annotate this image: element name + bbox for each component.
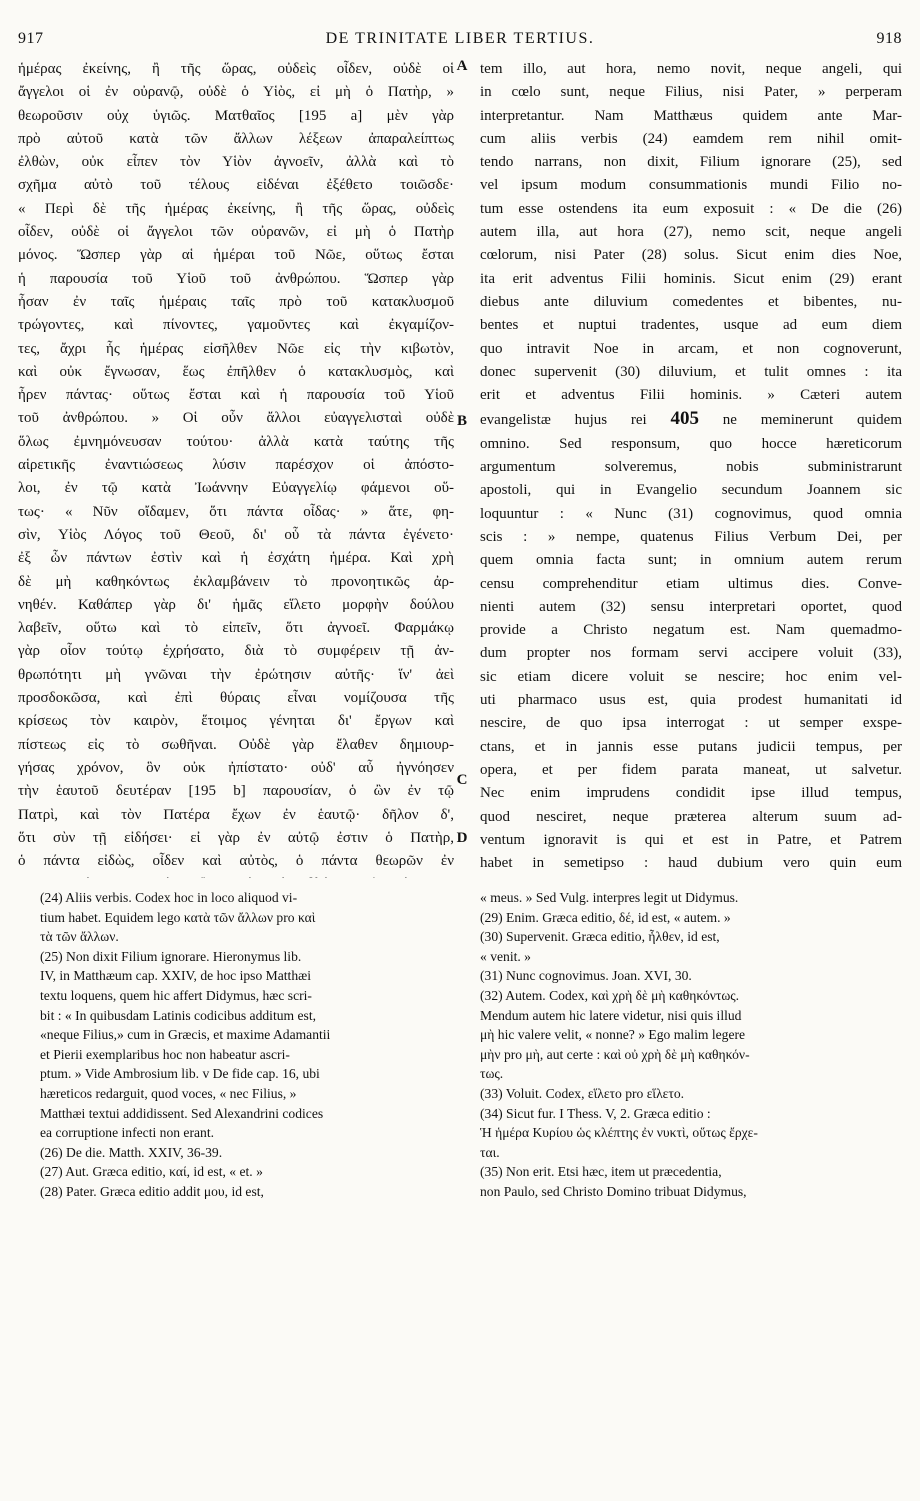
text-line: erit et adventus Filii hominis. » Cæteri autem <box>480 387 902 404</box>
text-line: evangelistæ hujus rei 405 ne meminerunt quidem <box>480 408 902 430</box>
text-line: λοι, ἐν τῷ κατὰ Ἰωάννην Εὐαγγελίῳ φάμενοι οὕ- <box>18 480 454 497</box>
footnote-line: ea corruptione infecti non erant. <box>40 1125 214 1141</box>
running-header <box>18 30 902 50</box>
latin-text-column <box>480 58 902 878</box>
text-line: αἱρετικῆς ἐναντιώσεως λύσιν παρέσχον οἱ ἀπόστο- <box>18 457 454 474</box>
text-line: scis : » nempe, quatenus Filius Verbum Dei, per <box>480 528 902 545</box>
text-line: donec supervenit (30) diluvium, et tulit omnes : ita <box>480 363 902 380</box>
page-number-right: 918 <box>876 30 902 47</box>
text-line: δὲ μὴ καθηκόντως ἐκλαμβάνειν τὸ προνοητικῶς ἀρ- <box>18 573 454 590</box>
text-line: bentes et nuptui tradentes, usque ad eum diem <box>480 317 902 334</box>
margin-letter-b: B <box>456 413 467 429</box>
page-number-left: 917 <box>18 30 44 47</box>
text-line: θρωπότητι μὴ γνῶναι τὴν ἐρώτησιν αὐτῆς· ἵν' ἀεὶ <box>18 666 454 683</box>
text-line: καὶ οὐκ ἔγνωσαν, ἕως ἐπῆλθεν ὁ κατακλυσμὸς, καὶ <box>18 363 454 380</box>
text-line: argumentum solveremus, nobis subministrarunt <box>480 459 902 476</box>
text-line: σὶν, Υἱὸς Λόγος τοῦ Θεοῦ, δι' οὗ τὰ πάντα ἐγένετο· <box>18 526 454 543</box>
footnote-line: (30) Supervenit. Græca editio, ἦλθεν, id est, <box>480 929 720 945</box>
footnote-line: « venit. » <box>480 948 531 964</box>
text-line: θεωροῦσιν οὐχ ὑγιῶς. Ματθαῖος [195 a] μὲν γὰρ <box>18 107 454 124</box>
text-line: ἦσαν ἐν ταῖς ἡμέραις ταῖς πρὸ τοῦ κατακλυσμοῦ <box>18 293 454 310</box>
text-line: opera, et per fidem parata maneat, ut salvetur. <box>480 761 902 778</box>
text-line: νηθέν. Καθάπερ γὰρ δι' ἡμᾶς εἵλετο μορφὴν δούλου <box>18 596 454 613</box>
margin-letter-a: A <box>456 58 468 74</box>
text-line: τως· « Νῦν οἴδαμεν, ὅτι πάντα οἶδας· » ἅτε, φη- <box>18 503 454 520</box>
text-line: τὴν ἑαυτοῦ δευτέραν [195 b] παρουσίαν, ὁ ὢν ἐν τῷ <box>18 783 454 800</box>
footnote-line: et Pierii exemplaribus hoc non habeatur ascri- <box>40 1046 290 1062</box>
footnote-line: « meus. » Sed Vulg. interpres legit ut Didymus. <box>480 890 739 905</box>
text-line <box>480 875 902 878</box>
footnote-line: (34) Sicut fur. I Thess. V, 2. Græca editio : <box>480 1105 711 1121</box>
footnote-line: «neque Filius,» cum in Græcis, et maxime Adamantii <box>40 1027 331 1043</box>
text-line: quo intravit Noe in arcam, et non cognoverunt, <box>480 340 902 357</box>
running-title: DE TRINITATE LIBER TERTIUS. <box>325 30 595 47</box>
footnotes-right <box>480 888 900 1488</box>
text-line: nescire, de quo ipsa interrogat : ut semper exspe- <box>480 715 902 732</box>
text-line: τες, ἄχρι ἧς ἡμέρας εἰσῆλθεν Νῶε εἰς τὴν κιβωτὸν, <box>18 340 454 357</box>
text-line: tem illo, aut hora, nemo novit, neque angeli, qui <box>480 61 902 77</box>
text-line: ἐξ ὧν πάντων ἐστὶν καὶ ἡ ἐσχάτη ἡμέρα. Καὶ χρὴ <box>18 550 454 567</box>
footnote-line: non Paulo, sed Christo Domino tribuat Didymus, <box>480 1183 747 1199</box>
text-line: λαβεῖν, οὕτω καὶ τὸ εἰπεῖν, ὅτι ἀγνοεῖ. Φαρμάκῳ <box>18 620 454 637</box>
footnote-line: (28) Pater. Græca editio addit μου, id est, <box>40 1183 264 1199</box>
text-line: ἐλθὼν, οὐκ εἶπεν τὸν Υἱὸν ἀγνοεῖν, ἀλλὰ καὶ τὸ <box>18 154 454 171</box>
text-line: sic etiam dicere voluit se nescire; hoc enim vel- <box>480 668 902 685</box>
footnote-line: bit : « In quibusdam Latinis codicibus additum est, <box>40 1007 316 1023</box>
text-line: Πατρὶ, καὶ τὸν Πατέρα ἔχων ἐν ἑαυτῷ· δῆλον δ', <box>18 806 454 823</box>
footnote-line: (26) De die. Matth. XXIV, 36-39. <box>40 1144 223 1160</box>
footnote-line: τως. <box>480 1066 504 1082</box>
text-line: πρὸ αὐτοῦ κατὰ τῶν ἄλλων λέξεων ἀπαραλείπτως <box>18 130 454 147</box>
text-line: apostoli, qui in Evangelio secundum Joannem sic <box>480 482 902 499</box>
footnote-line: μὴν pro μὴ, aut certe : καὶ οὐ χρὴ δὲ μὴ καθηκόν- <box>480 1046 750 1062</box>
footnote-line: Mendum autem hic latere videtur, nisi quis illud <box>480 1007 742 1023</box>
footnote-line: τὰ τῶν ἄλλων. <box>40 929 119 945</box>
text-line: κρίσεως τὸν καιρὸν, ἕτοιμος γένηται δι' ἔργων καὶ <box>18 713 454 730</box>
footnote-line: tium habet. Equidem lego κατὰ τῶν ἄλλων pro καὶ <box>40 909 316 925</box>
footnote-line: (31) Nunc cognovimus. Joan. XVI, 30. <box>480 968 692 984</box>
text-line: προσδοκῶσα, καὶ ἐπὶ θύραις εἶναι νομίζουσα τῆς <box>18 690 454 707</box>
footnotes-left <box>40 888 452 1488</box>
text-line: loquuntur : « Nunc (31) cognovimus, quod omnia <box>480 505 902 522</box>
text-line: quem omnia facta sunt; in omnium autem rerum <box>480 552 902 569</box>
text-line: nienti autem (32) sensu interpretari oportet, quod <box>480 598 902 615</box>
column-number: 405 <box>670 408 699 430</box>
text-line: diebus ante diluvium comedentes et bibentes, nu- <box>480 293 902 310</box>
text-line: πίστεως εἰς τὸ σωθῆναι. Οὐδὲ γὰρ ἔλαθεν δημιουρ- <box>18 736 454 753</box>
text-line: τοῦ ἀνθρώπου. » Οἱ οὖν ἄλλοι εὐαγγελισταὶ οὐδὲ <box>18 410 454 427</box>
text-line: omnino. Sed responsum, quo hocce hæreticorum <box>480 435 902 452</box>
text-line: in cœlo sunt, neque Filius, nisi Pater, » perperam <box>480 84 902 101</box>
text-line: ita erit adventus Filii hominis. Sicut enim (29) erant <box>480 270 902 287</box>
text-line: ἡμέρας ἐκείνης, ἢ τῆς ὥρας, οὐδεὶς οἶδεν, οὐδὲ οἱ <box>18 61 454 77</box>
text-line: ὁ πάντα εἰδὼς, οἶδεν καὶ αὐτὸς, ὁ πάντα θεωρῶν ἐν <box>18 853 454 870</box>
text-line: habet in semetipso : haud dubium vero quin eum <box>480 855 902 872</box>
footnote-line: (27) Aut. Græca editio, καί, id est, « et. » <box>40 1164 263 1180</box>
text-line: dum propter nos formam servi accipere voluit (33), <box>480 645 902 662</box>
margin-letter-c: C <box>456 772 468 788</box>
greek-text-column <box>18 58 454 878</box>
text-line: tum esse ostendens ita eum exposuit : « De die (26) <box>480 200 902 217</box>
text-line: censu comprehenditur etiam ultimus dies. Conve- <box>480 575 902 592</box>
footnote-line: Ἡ ἡμέρα Κυρίου ὡς κλέπτης ἐν νυκτὶ, οὕτως ἔρχε- <box>480 1125 758 1141</box>
text-line <box>18 873 454 878</box>
footnote-line: textu loquens, quem hic affert Didymus, hæc scri- <box>40 987 312 1003</box>
text-line: τρώγοντες, καὶ πίνοντες, γαμοῦντες καὶ ἐκγαμίζον- <box>18 317 454 334</box>
footnote-line: IV, in Matthæum cap. XXIV, de hoc ipso Matthæi <box>40 968 311 984</box>
footnote-line: (29) Enim. Græca editio, δέ, id est, « autem. » <box>480 909 731 925</box>
text-line: γήσας χρόνον, ὃν οὐκ ἠπίστατο· οὐδ' αὖ ἠγνόησεν <box>18 759 454 776</box>
text-line: uti pharmaco usus est, quia prodest humanitati id <box>480 692 902 709</box>
text-line: ὅλως ἐμνημόνευσαν τούτου· ἀλλὰ κατὰ ταύτης τῆς <box>18 433 454 450</box>
text-line: cum aliis verbis (24) eamdem rem nihil omit- <box>480 130 902 147</box>
text-line: quod nesciret, neque præterea alterum suum ad- <box>480 808 902 825</box>
text-line: ctans, et in jannis esse putans judicii tempus, per <box>480 738 902 755</box>
text-line: ventum ignoravit is qui et est in Patre, et Patrem <box>480 831 902 848</box>
text-line: σχῆμα αὐτὸ τοῦ τέλους εἰδέναι ἐξέθετο τοιῶσδε· <box>18 177 454 194</box>
footnote-line: hæreticos redarguit, quod voces, « nec Filius, » <box>40 1085 297 1101</box>
margin-letter-d: D <box>456 830 468 846</box>
text-line: vel ipsum modum consummationis mundi Filio no- <box>480 177 902 194</box>
text-line: οἶδεν, οὐδὲ οἱ ἄγγελοι τῶν οὐρανῶν, εἰ μὴ ὁ Πατὴρ <box>18 224 454 241</box>
footnote-line: (24) Aliis verbis. Codex hoc in loco aliquod vi- <box>40 890 298 905</box>
text-line: ἡ παρουσία τοῦ Υἱοῦ τοῦ ἀνθρώπου. Ὥσπερ γὰρ <box>18 270 454 287</box>
text-line: Nec enim imprudens condidit ipse illud tempus, <box>480 785 902 802</box>
text-line: « Περὶ δὲ τῆς ἡμέρας ἐκείνης, ἢ τῆς ὥρας, οὐδεὶς <box>18 200 454 217</box>
text-line: provide a Christo negatum est. Nam quemadmo- <box>480 622 902 639</box>
text-line: tendo narrans, non dixit, Filium ignorare (25), sed <box>480 154 902 171</box>
text-line: cœlorum, nisi Pater (28) solus. Sicut enim dies Noe, <box>480 247 902 264</box>
text-line: interpretantur. Nam Matthæus quidem ante Mar- <box>480 107 902 124</box>
text-line: autem illa, aut hora (27), nemo scit, neque angeli <box>480 224 902 241</box>
text-line: γὰρ οἷον τούτῳ ἐχρήσατο, διὰ τὸ συμφέρειν τῇ ἀν- <box>18 643 454 660</box>
text-line: ἦρεν πάντας· οὕτως ἔσται καὶ ἡ παρουσία τοῦ Υἱοῦ <box>18 387 454 404</box>
footnote-line: ται. <box>480 1144 500 1160</box>
footnote-line: ptum. » Vide Ambrosium lib. v De fide cap. 16, ubi <box>40 1066 320 1082</box>
footnote-line: (32) Autem. Codex, καὶ χρὴ δὲ μὴ καθηκόντως. <box>480 987 740 1003</box>
text-line: μόνος. Ὥσπερ γὰρ αἱ ἡμέραι τοῦ Νῶε, οὕτως ἔσται <box>18 247 454 264</box>
footnote-line: μὴ hic valere velit, « nonne? » Ego malim legere <box>480 1027 746 1043</box>
text-line: ὅτι σὺν τῇ εἰδήσει· εἰ γὰρ ἐν αὐτῷ ἐστιν ὁ Πατὴρ, <box>18 829 454 846</box>
text-line: ἄγγελοι οἱ ἐν οὐρανῷ, οὐδὲ ὁ Υἱὸς, εἰ μὴ ὁ Πατὴρ, » <box>18 84 454 101</box>
footnote-line: (33) Voluit. Codex, εἵλετο pro εἵλετο. <box>480 1085 685 1101</box>
footnote-line: (25) Non dixit Filium ignorare. Hieronymus lib. <box>40 948 302 964</box>
footnote-line: Matthæi textui addidissent. Sed Alexandrini codices <box>40 1105 324 1121</box>
footnote-line: (35) Non erit. Etsi hæc, item ut præcedentia, <box>480 1164 722 1180</box>
